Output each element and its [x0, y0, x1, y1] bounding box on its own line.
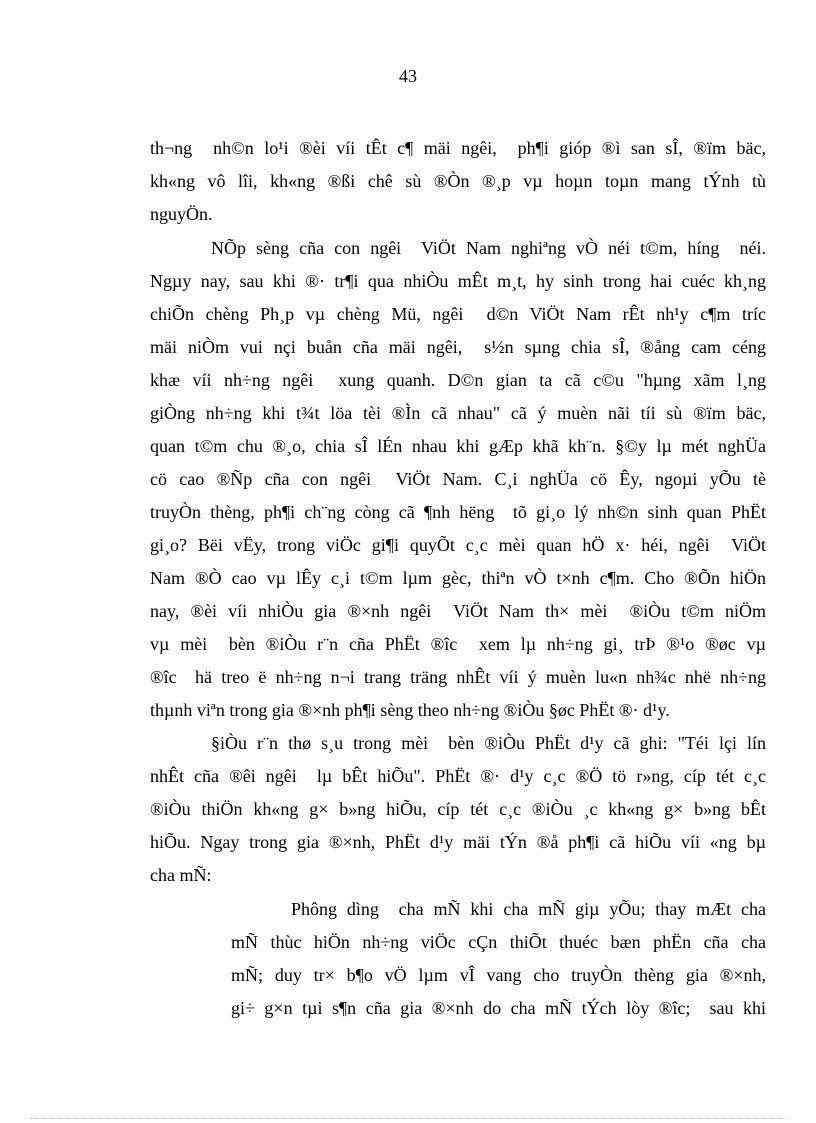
text-line: vµ mèi bèn ®iÒu r¨n cña PhËt ®îc xem lµ nh÷ng gi¸ trÞ ®¹o ®øc vµ — [150, 634, 766, 654]
text-line: thµnh viªn trong gia ®×nh ph¶i sèng theo nh÷ng ®iÒu §øc PhËt ®· d¹y. — [150, 700, 670, 720]
text-line: ®îc hä treo ë nh÷ng n¬i trang träng nhÊt víi ý muèn lu«n nh¾c nhë nh÷ng — [150, 667, 766, 687]
text-line: cha mÑ: — [150, 865, 212, 885]
text-line: khæ víi nh÷ng ngêi xung quanh. D©n gian ta cã c©u "hµng xãm l¸ng — [150, 370, 766, 390]
text-line: mäi niÒm vui nçi buån cña mäi ngêi, s½n sµng chia sÎ, ®ång cam céng — [150, 337, 766, 357]
text-line: giÒng nh÷ng khi t¾t löa tèi ®Ìn cã nhau" cã ý muèn nãi tíi sù ®ïm bäc, — [150, 403, 766, 423]
text-line: kh«ng vô lîi, kh«ng ®ßi chê sù ®Òn ®¸p vµ hoµn toµn mang tÝnh tù — [150, 171, 766, 191]
text-line: §iÒu r¨n thø s¸u trong mèi bèn ®iÒu PhËt d¹y cã ghi: "Téi lçi lín — [211, 733, 766, 753]
text-line: nhÊt cña ®êi ngêi lµ bÊt hiÕu". PhËt ®· d¹y c¸c ®Ö tö r»ng, cíp tét c¸c — [150, 766, 766, 786]
text-line: cö cao ®Ñp cña con ngêi ViÖt Nam. C¸i nghÜa cö Êy, ngoµi yÕu tè — [150, 469, 766, 489]
quote-line: gi÷ g×n tµi s¶n cña gia ®×nh do cha mÑ tÝch lòy ®îc; sau khi — [231, 998, 766, 1018]
text-line: NÕp sèng cña con ngêi ViÖt Nam nghiªng vÒ néi t©m, híng néi. — [211, 238, 766, 258]
text-line: th¬ng nh©n lo¹i ®èi víi tÊt c¶ mäi ngêi, ph¶i gióp ®ì san sÎ, ®ïm bäc, — [150, 138, 766, 158]
text-line: Ngµy nay, sau khi ®· tr¶i qua nhiÒu mÊt m¸t, hy sinh trong hai cuéc kh¸ng — [150, 271, 766, 291]
page-bottom-divider — [30, 1118, 786, 1119]
quote-line: Phông dìng cha mÑ khi cha mÑ giµ yÕu; thay mÆt cha — [291, 899, 766, 919]
text-line: ®iÒu thiÖn kh«ng g× b»ng hiÕu, cíp tét c¸c ®iÒu ¸c kh«ng g× b»ng bÊt — [150, 799, 766, 819]
text-line: nay, ®èi víi nhiÒu gia ®×nh ngêi ViÖt Nam th× mèi ®iÒu t©m niÖm — [150, 601, 766, 621]
page-number: 43 — [399, 66, 417, 86]
text-line: nguyÖn. — [150, 204, 213, 224]
text-line: quan t©m chu ®¸o, chia sÎ lÉn nhau khi gÆp khã kh¨n. §©y lµ mét nghÜa — [150, 436, 766, 456]
text-line: truyÒn thèng, ph¶i ch¨ng còng cã ¶nh hëng tõ gi¸o lý nh©n sinh quan PhËt — [150, 502, 766, 522]
quote-line: mÑ; duy tr× b¶o vÖ lµm vÎ vang cho truyÒn thèng gia ®×nh, — [231, 965, 766, 985]
text-line: hiÕu. Ngay trong gia ®×nh, PhËt d¹y mäi tÝn ®å ph¶i cã hiÕu víi «ng bµ — [150, 832, 766, 852]
text-line: chiÕn chèng Ph¸p vµ chèng Mü, ngêi d©n ViÖt Nam rÊt nh¹y c¶m tríc — [150, 304, 766, 324]
quote-line: mÑ thùc hiÖn nh÷ng viÖc cÇn thiÕt thuéc bæn phËn cña cha — [231, 932, 766, 952]
text-line: Nam ®Ò cao vµ lÊy c¸i t©m lµm gèc, thiªn vÒ t×nh c¶m. Cho ®Õn hiÖn — [150, 568, 766, 588]
text-line: gi¸o? Bëi vËy, trong viÖc gi¶i quyÕt c¸c mèi quan hÖ x· héi, ngêi ViÖt — [150, 535, 766, 555]
